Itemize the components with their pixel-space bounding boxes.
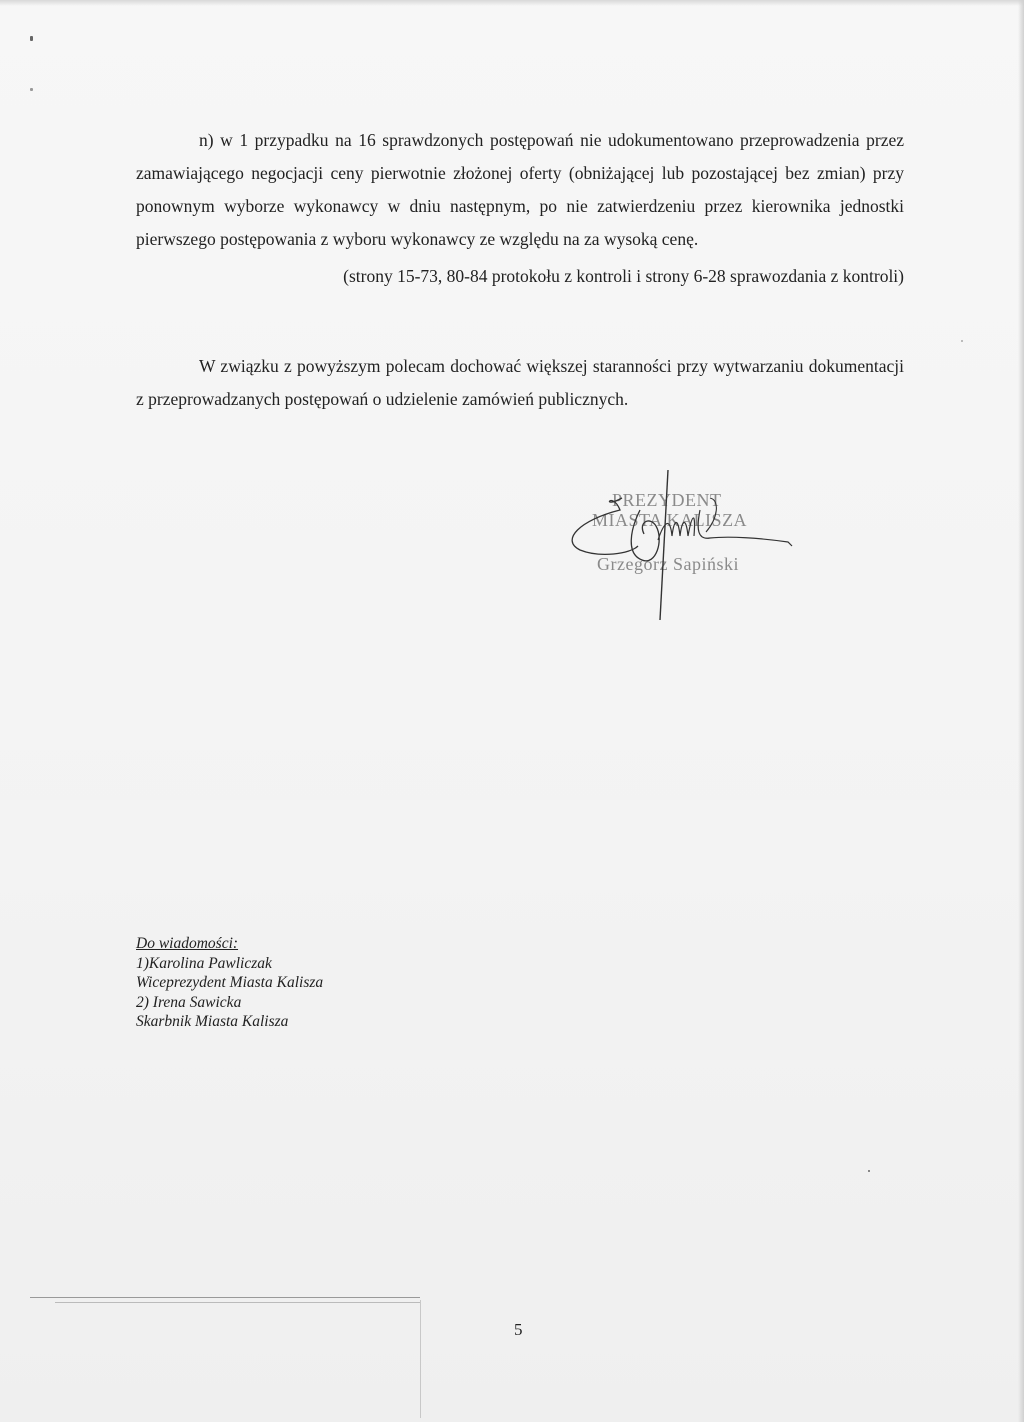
- scan-speck: [868, 1170, 870, 1172]
- president-stamp: [560, 470, 820, 630]
- scan-speck: [30, 88, 33, 91]
- distribution-line: Skarbnik Miasta Kalisza: [136, 1013, 289, 1030]
- footer-rule-secondary: [55, 1302, 420, 1303]
- reference-note: (strony 15-73, 80-84 protokołu z kontroli i strony 6-28 sprawozdania z kontroli): [343, 266, 904, 286]
- distribution-line: Wiceprezydent Miasta Kalisza: [136, 974, 324, 991]
- paragraph-instruction: W związku z powyższym polecam dochować większej staranności przy wytwarzaniu dokumentacji z przeprowadzanych postępowań o udzielenie zamówień publicznych.: [136, 356, 904, 409]
- scan-speck: [961, 340, 963, 342]
- stamp-title: PREZYDENT: [612, 490, 722, 510]
- scan-edge-right: [1018, 0, 1024, 1422]
- distribution-line: 1)Karolina Pawliczak: [136, 954, 272, 972]
- distribution-list: [136, 934, 323, 1032]
- handwritten-signature: [560, 470, 820, 630]
- stamp-name: Grzegorz Sapiński: [597, 554, 739, 574]
- stamp-city: MIASTA KALISZA: [592, 510, 748, 530]
- paragraph-n: n) w 1 przypadku na 16 sprawdzonych postępowań nie udokumentowano przeprowadzenia przez zamawiającego negocjacji ceny pierwotnie złożonej oferty (obniżającej lub pozostającej bez zmian) przy ponownym wyborze wykonawcy w dniu następnym, po nie zatwierdzeniu przez kierownika jednostki pierwszego postępowania z wyboru wykonawcy ze względu na za wysoką cenę.: [136, 130, 904, 249]
- scan-edge-top: [0, 0, 1024, 6]
- footer-area: [28, 1300, 421, 1418]
- distribution-heading: Do wiadomości:: [136, 935, 239, 952]
- page-number: 5: [514, 1320, 523, 1339]
- distribution-line: 2) Irena Sawicka: [136, 993, 242, 1011]
- footer-rule: [30, 1297, 420, 1298]
- scan-speck: [30, 36, 33, 41]
